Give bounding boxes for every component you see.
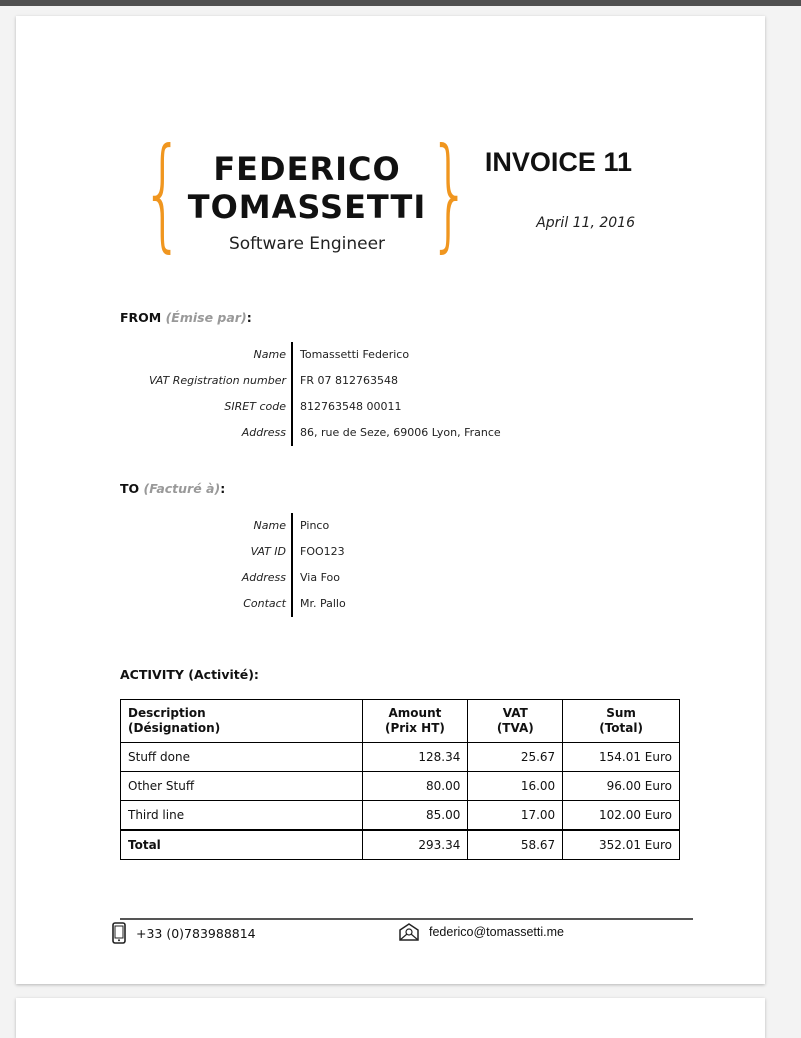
invoice-date: April 11, 2016 <box>536 215 635 231</box>
logo-right-brace: } <box>428 122 472 264</box>
cell-amount: 85.00 <box>362 801 468 831</box>
table-row <box>121 743 680 772</box>
table-row <box>121 801 680 831</box>
from-heading <box>120 310 252 325</box>
invoice-title: INVOICE 11 <box>484 147 632 177</box>
footer-phone <box>111 922 256 944</box>
cell-description: Other Stuff <box>121 772 363 801</box>
viewer-toolbar-edge <box>0 0 801 6</box>
next-page <box>16 998 765 1038</box>
to-row <box>120 565 720 591</box>
cell-vat: 17.00 <box>468 801 563 831</box>
to-value: Via Foo <box>300 571 340 584</box>
cell-total-sum: 352.01 Euro <box>563 830 680 860</box>
from-heading-label: FROM <box>120 310 162 325</box>
from-heading-sub: (Émise par) <box>165 310 247 325</box>
cell-amount: 80.00 <box>362 772 468 801</box>
cell-total-label: Total <box>121 830 363 860</box>
column-header-line: (Désignation) <box>128 721 221 735</box>
from-value: 812763548 00011 <box>300 400 402 413</box>
table-total-row <box>121 830 680 860</box>
to-details <box>120 513 720 617</box>
column-header-description <box>121 700 363 743</box>
logo-subtitle: Software Engineer <box>228 234 386 254</box>
to-heading-label: TO <box>120 481 140 496</box>
footer-email-text[interactable]: federico@tomassetti.me <box>429 925 564 939</box>
column-header-line: Amount <box>388 706 442 720</box>
column-header-vat <box>468 700 563 743</box>
to-key: Address <box>241 571 286 584</box>
from-heading-colon: : <box>246 310 252 325</box>
to-row <box>120 591 720 617</box>
from-value: FR 07 812763548 <box>300 374 398 387</box>
logo-name <box>166 150 448 226</box>
from-details <box>120 342 720 446</box>
from-row <box>120 420 720 446</box>
cell-vat: 16.00 <box>468 772 563 801</box>
to-value: Mr. Pallo <box>300 597 346 610</box>
activity-table <box>120 699 680 860</box>
from-value: 86, rue de Seze, 69006 Lyon, France <box>300 426 501 439</box>
cell-description: Third line <box>121 801 363 831</box>
logo-name-line2: TOMASSETTI <box>187 188 427 226</box>
logo-name-line1: FEDERICO <box>213 150 401 188</box>
cell-sum: 102.00 Euro <box>563 801 680 831</box>
to-key: Contact <box>243 597 286 610</box>
cell-total-vat: 58.67 <box>468 830 563 860</box>
to-heading-sub: (Facturé à) <box>143 481 221 496</box>
to-row <box>120 539 720 565</box>
footer-divider <box>120 918 693 920</box>
cell-sum: 154.01 Euro <box>563 743 680 772</box>
from-value: Tomassetti Federico <box>300 348 410 361</box>
from-row <box>120 342 720 368</box>
to-value: FOO123 <box>300 545 345 558</box>
footer-phone-text: +33 (0)783988814 <box>136 925 256 941</box>
column-header-sum <box>563 700 680 743</box>
column-header-line: Sum <box>606 706 636 720</box>
column-header-line: (Total) <box>599 721 643 735</box>
to-key: VAT ID <box>250 545 286 558</box>
footer-email <box>398 922 564 942</box>
to-heading-colon: : <box>220 481 226 496</box>
cell-description: Stuff done <box>121 743 363 772</box>
column-header-line: Description <box>128 706 206 720</box>
cell-sum: 96.00 Euro <box>563 772 680 801</box>
activity-heading: ACTIVITY (Activité): <box>120 667 259 682</box>
cell-total-amount: 293.34 <box>362 830 468 860</box>
from-key: Name <box>253 348 286 361</box>
column-header-amount <box>362 700 468 743</box>
table-row <box>121 772 680 801</box>
to-heading <box>120 481 225 496</box>
column-header-line: (Prix HT) <box>384 721 445 735</box>
column-header-line: VAT <box>502 706 528 720</box>
from-row <box>120 368 720 394</box>
logo-left-brace: { <box>141 122 185 264</box>
table-header-row <box>121 700 680 743</box>
cell-vat: 25.67 <box>468 743 563 772</box>
to-value: Pinco <box>300 519 330 532</box>
from-row <box>120 394 720 420</box>
cell-amount: 128.34 <box>362 743 468 772</box>
email-icon <box>398 922 420 942</box>
to-key: Name <box>253 519 286 532</box>
to-row <box>120 513 720 539</box>
from-key: VAT Registration number <box>149 374 286 387</box>
invoice-page <box>16 16 765 984</box>
column-header-line: (TVA) <box>496 721 534 735</box>
phone-icon <box>111 922 127 944</box>
from-key: Address <box>241 426 286 439</box>
from-key: SIRET code <box>224 400 286 413</box>
